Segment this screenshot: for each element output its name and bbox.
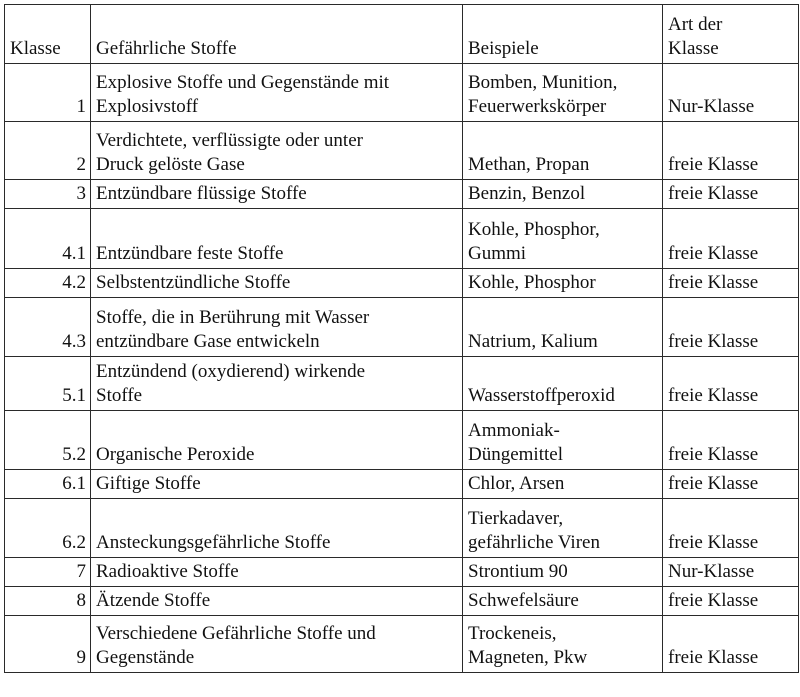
art-cell: freie Klasse	[663, 209, 799, 269]
art-cell: freie Klasse	[663, 587, 799, 616]
stoffe-cell: Organische Peroxide	[91, 411, 463, 470]
klasse-cell: 3	[5, 180, 91, 209]
table-row	[5, 64, 799, 122]
beispiele-cell: Kohle, Phosphor, Gummi	[463, 209, 663, 269]
beispiele-cell: Wasserstoffperoxid	[463, 357, 663, 411]
table-row	[5, 298, 799, 357]
art-cell: freie Klasse	[663, 499, 799, 558]
beispiele-cell: Tierkadaver, gefährliche Viren	[463, 499, 663, 558]
art-cell: freie Klasse	[663, 180, 799, 209]
table-row	[5, 558, 799, 587]
art-cell: freie Klasse	[663, 411, 799, 470]
art-cell: Nur-Klasse	[663, 64, 799, 122]
table-row	[5, 616, 799, 673]
art-cell: Nur-Klasse	[663, 558, 799, 587]
klasse-cell: 4.2	[5, 269, 91, 298]
klasse-cell: 7	[5, 558, 91, 587]
beispiele-cell: Schwefelsäure	[463, 587, 663, 616]
stoffe-cell: Entzündbare feste Stoffe	[91, 209, 463, 269]
beispiele-cell: Benzin, Benzol	[463, 180, 663, 209]
klasse-cell: 8	[5, 587, 91, 616]
stoffe-cell: Giftige Stoffe	[91, 470, 463, 499]
klasse-cell: 2	[5, 122, 91, 180]
klasse-cell: 5.2	[5, 411, 91, 470]
stoffe-cell: Selbstentzündliche Stoffe	[91, 269, 463, 298]
table-row	[5, 470, 799, 499]
stoffe-cell: Verschiedene Gefährliche Stoffe und Gegenstände	[91, 616, 463, 673]
table-header-row	[5, 5, 799, 64]
stoffe-cell: Ätzende Stoffe	[91, 587, 463, 616]
stoffe-cell: Entzündbare flüssige Stoffe	[91, 180, 463, 209]
art-cell: freie Klasse	[663, 357, 799, 411]
beispiele-cell: Kohle, Phosphor	[463, 269, 663, 298]
table-row	[5, 180, 799, 209]
beispiele-cell: Ammoniak- Düngemittel	[463, 411, 663, 470]
klasse-cell: 1	[5, 64, 91, 122]
klasse-cell: 6.1	[5, 470, 91, 499]
beispiele-cell: Chlor, Arsen	[463, 470, 663, 499]
header-gefaehrliche-stoffe: Gefährliche Stoffe	[91, 5, 463, 64]
header-klasse: Klasse	[5, 5, 91, 64]
klasse-cell: 4.1	[5, 209, 91, 269]
dangerous-goods-table	[4, 4, 799, 673]
table-row	[5, 587, 799, 616]
beispiele-cell: Bomben, Munition, Feuerwerkskörper	[463, 64, 663, 122]
art-cell: freie Klasse	[663, 298, 799, 357]
stoffe-cell: Radioaktive Stoffe	[91, 558, 463, 587]
stoffe-cell: Entzündend (oxydierend) wirkende Stoffe	[91, 357, 463, 411]
beispiele-cell: Strontium 90	[463, 558, 663, 587]
beispiele-cell: Natrium, Kalium	[463, 298, 663, 357]
klasse-cell: 9	[5, 616, 91, 673]
table-row	[5, 411, 799, 470]
stoffe-cell: Stoffe, die in Berührung mit Wasser entzündbare Gase entwickeln	[91, 298, 463, 357]
table-row	[5, 357, 799, 411]
stoffe-cell: Explosive Stoffe und Gegenstände mit Explosivstoff	[91, 64, 463, 122]
art-cell: freie Klasse	[663, 122, 799, 180]
art-cell: freie Klasse	[663, 616, 799, 673]
klasse-cell: 6.2	[5, 499, 91, 558]
header-beispiele: Beispiele	[463, 5, 663, 64]
table-row	[5, 209, 799, 269]
art-cell: freie Klasse	[663, 269, 799, 298]
table-row	[5, 269, 799, 298]
stoffe-cell: Verdichtete, verflüssigte oder unter Druck gelöste Gase	[91, 122, 463, 180]
klasse-cell: 5.1	[5, 357, 91, 411]
table-row	[5, 122, 799, 180]
stoffe-cell: Ansteckungsgefährliche Stoffe	[91, 499, 463, 558]
table-row	[5, 499, 799, 558]
beispiele-cell: Trockeneis, Magneten, Pkw	[463, 616, 663, 673]
header-art-der-klasse: Art der Klasse	[663, 5, 799, 64]
art-cell: freie Klasse	[663, 470, 799, 499]
klasse-cell: 4.3	[5, 298, 91, 357]
beispiele-cell: Methan, Propan	[463, 122, 663, 180]
